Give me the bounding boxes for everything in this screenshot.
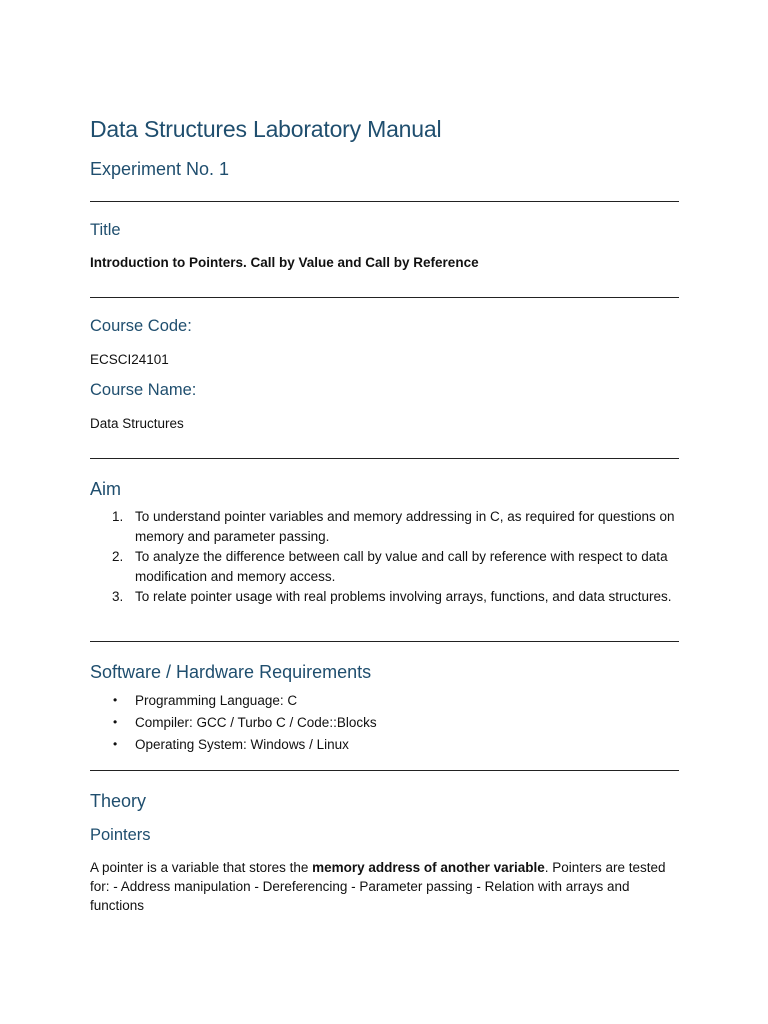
list-item-text: Operating System: Windows / Linux <box>135 737 349 752</box>
experiment-number: Experiment No. 1 <box>90 159 230 179</box>
list-item-text: To analyze the difference between call by value and call by reference with respect to data modification and memory access. <box>135 549 668 584</box>
divider <box>90 641 679 642</box>
bullet-icon: • <box>113 693 118 707</box>
course-name-heading: Course Name: <box>90 381 197 399</box>
list-number: 3. <box>112 589 124 604</box>
divider <box>90 458 679 459</box>
title-heading: Title <box>90 221 121 239</box>
experiment-title-text: Introduction to Pointers. Call by Value and Call by Reference <box>90 255 479 270</box>
list-item <box>90 547 679 586</box>
list-item-text: Compiler: GCC / Turbo C / Code::Blocks <box>135 715 377 730</box>
theory-heading: Theory <box>90 791 147 811</box>
aim-list <box>90 507 679 608</box>
list-item-text: Programming Language: C <box>135 693 298 708</box>
document-title: Data Structures Laboratory Manual <box>90 116 442 142</box>
list-number: 2. <box>112 549 124 564</box>
list-item <box>90 691 679 711</box>
paragraph-emphasis: memory address of another variable <box>312 860 545 875</box>
list-item-text: To relate pointer usage with real problems involving arrays, functions, and data structures. <box>135 589 672 604</box>
list-item <box>90 587 679 607</box>
pointers-paragraph <box>90 858 679 915</box>
requirements-list <box>90 691 679 757</box>
paragraph-text: . Pointers are tested for: - Address manipulation - Dereferencing - Parameter passing - Relation with arrays and functions <box>90 860 666 913</box>
requirements-heading: Software / Hardware Requirements <box>90 662 372 682</box>
bullet-icon: • <box>113 737 118 751</box>
course-code-heading: Course Code: <box>90 317 192 335</box>
list-item <box>90 507 679 546</box>
divider <box>90 201 679 202</box>
list-item-text: To understand pointer variables and memory addressing in C, as required for questions on memory and parameter passing. <box>135 509 675 544</box>
divider <box>90 297 679 298</box>
bullet-icon: • <box>113 715 118 729</box>
course-code-value: ECSCI24101 <box>90 352 169 367</box>
list-item <box>90 713 679 733</box>
paragraph-text: A pointer is a variable that stores the <box>90 860 313 875</box>
pointers-subheading: Pointers <box>90 826 151 844</box>
aim-heading: Aim <box>90 479 121 499</box>
divider <box>90 770 679 771</box>
list-number: 1. <box>112 509 124 524</box>
list-item <box>90 735 679 755</box>
course-name-value: Data Structures <box>90 416 184 431</box>
